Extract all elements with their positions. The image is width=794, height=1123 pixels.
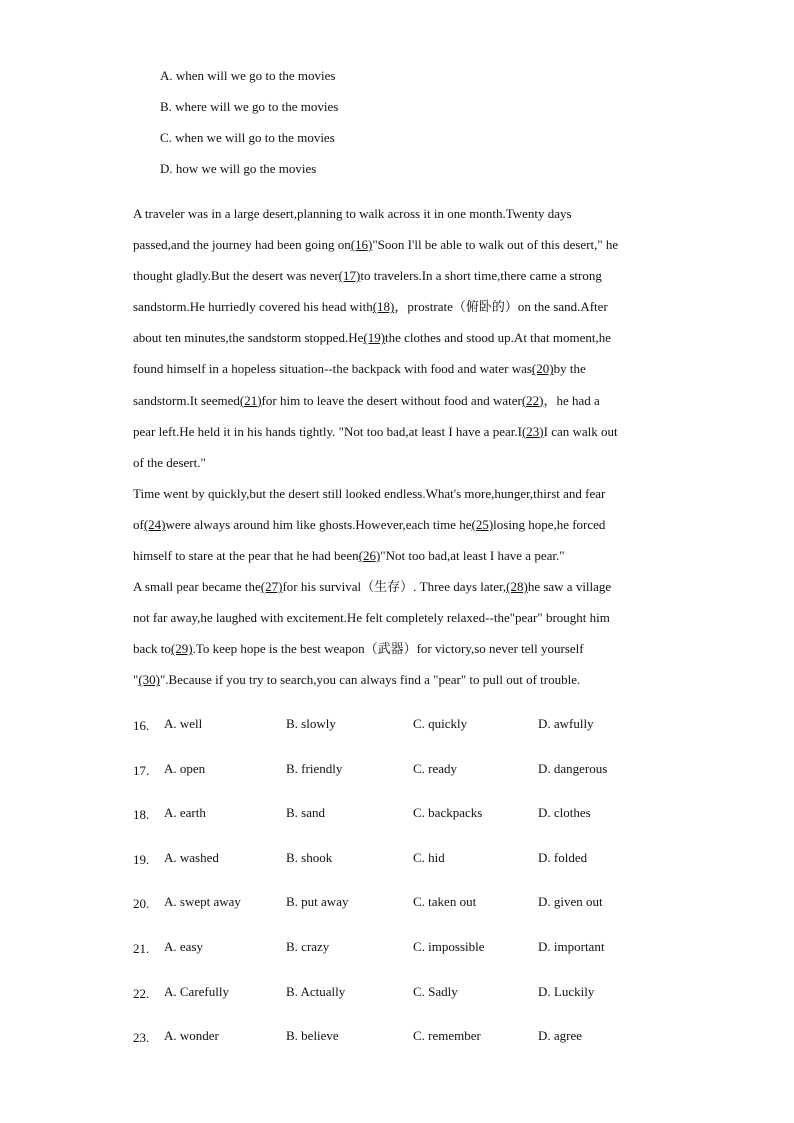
passage-text: for his survival（生存）. Three days later, — [282, 579, 507, 595]
passage-line — [133, 577, 663, 608]
blank-number: (28) — [506, 579, 528, 595]
passage-text: A small pear became the — [133, 579, 261, 595]
previous-question-options — [160, 66, 338, 190]
choice-a: A. swept away — [164, 894, 241, 910]
blank-number: (23) — [521, 423, 544, 439]
choice-a: A. well — [164, 716, 203, 731]
passage-text: I can walk out — [543, 423, 618, 439]
passage-text: " — [133, 672, 139, 688]
passage-text: for him to leave the desert without food and water — [261, 392, 522, 408]
passage-line — [133, 422, 663, 453]
blank-number: (29) — [170, 641, 193, 657]
choice-d: D. dangerous — [538, 760, 608, 776]
blank-number: (21) — [239, 392, 262, 408]
passage-text: sandstorm.He hurriedly covered his head with — [133, 299, 373, 315]
choice-b: B. slowly — [286, 716, 336, 731]
choice-a: A. wonder — [164, 1028, 219, 1044]
choice-c: C. quickly — [413, 716, 468, 731]
passage-text: "Not too bad,at least I have a pear." — [380, 548, 565, 564]
question-list — [133, 716, 663, 1073]
question-number: 20. — [133, 896, 150, 912]
choice-b: B. friendly — [286, 760, 343, 776]
choice-d: D. Luckily — [538, 983, 595, 999]
choice-b: B. put away — [286, 894, 349, 910]
blank-number: (25) — [471, 516, 494, 532]
passage-text: Time went by quickly,but the desert still looked endless.What's more,hunger,thirst and fear — [133, 485, 606, 501]
blank-number: (18) — [372, 299, 395, 315]
choice-b: B. crazy — [286, 938, 330, 954]
passage-line — [133, 453, 663, 484]
passage-text: pear left.He held it in his hands tightly. "Not too bad,at least I have a pear.I — [133, 423, 522, 439]
passage-text: sandstorm.It seemed — [133, 392, 240, 408]
question-number: 23. — [133, 1030, 150, 1046]
blank-number: (19) — [363, 330, 386, 346]
passage-text: about ten minutes,the sandstorm stopped.He — [133, 330, 364, 346]
question-row — [133, 939, 663, 984]
question-row — [133, 894, 663, 939]
choice-d: D. folded — [538, 849, 588, 865]
passage-text: ，prostrate（俯卧的）on the sand.After — [394, 299, 608, 315]
passage-line — [133, 328, 663, 359]
choice-b: B. shook — [286, 849, 333, 865]
passage-text: back to — [133, 641, 171, 657]
passage-text: to travelers.In a short time,there came a strong — [360, 268, 602, 284]
question-number: 22. — [133, 985, 150, 1001]
question-number: 17. — [133, 762, 150, 778]
choice-a: A. easy — [164, 938, 203, 954]
option-a: A. when will we go to the movies — [160, 68, 336, 83]
blank-number: (30) — [138, 672, 160, 688]
passage-text: A traveler was in a large desert,planning to walk across it in one month.Twenty days — [133, 206, 572, 221]
passage-line — [133, 515, 663, 546]
passage-line — [133, 639, 663, 670]
blank-number: (22) — [521, 392, 544, 408]
choice-d: D. clothes — [538, 805, 591, 821]
passage-line — [133, 359, 663, 390]
passage-text: he saw a village — [527, 579, 612, 595]
passage-line — [133, 484, 663, 515]
passage-text: by the — [553, 361, 586, 377]
question-number: 18. — [133, 807, 150, 823]
question-number: 16. — [133, 718, 150, 733]
question-row — [133, 805, 663, 850]
passage-text: the clothes and stood up.At that moment,he — [385, 330, 612, 346]
question-number: 21. — [133, 940, 150, 956]
choice-b: B. believe — [286, 1028, 339, 1044]
cloze-passage — [133, 204, 663, 702]
passage-line — [133, 204, 663, 235]
choice-c: C. hid — [413, 849, 445, 865]
choice-a: A. earth — [164, 805, 206, 821]
passage-line — [133, 297, 663, 328]
passage-text: thought gladly.But the desert was never — [133, 268, 339, 284]
passage-line — [133, 608, 663, 639]
choice-c: C. remember — [413, 1028, 481, 1044]
choice-d: D. awfully — [538, 716, 594, 731]
question-row — [133, 761, 663, 806]
passage-text: were always around him like ghosts.However,each time he — [165, 516, 472, 532]
question-row — [133, 1028, 663, 1073]
choice-a: A. washed — [164, 849, 219, 865]
passage-line — [133, 235, 663, 266]
blank-number: (26) — [358, 548, 381, 564]
choice-c: C. impossible — [413, 938, 485, 954]
question-number: 19. — [133, 851, 150, 867]
option-b: B. where will we go to the movies — [160, 99, 339, 114]
blank-number: (27) — [260, 579, 283, 595]
choice-d: D. important — [538, 938, 605, 954]
passage-line — [133, 266, 663, 297]
blank-number: (16) — [350, 237, 373, 253]
blank-number: (20) — [531, 361, 554, 377]
passage-text: found himself in a hopeless situation--the backpack with food and water was — [133, 361, 532, 377]
passage-text: "Soon I'll be able to walk out of this desert," he — [372, 237, 619, 253]
choice-c: C. taken out — [413, 894, 477, 910]
blank-number: (17) — [338, 268, 361, 284]
question-row — [133, 716, 663, 761]
passage-text: not far away,he laughed with excitement.He felt completely relaxed--the"pear" brought him — [133, 610, 610, 626]
passage-text: ，he had a — [543, 392, 600, 408]
passage-line — [133, 546, 663, 577]
choice-c: C. ready — [413, 760, 458, 776]
choice-c: C. backpacks — [413, 805, 483, 821]
choice-d: D. given out — [538, 894, 603, 910]
passage-text: passed,and the journey had been going on — [133, 237, 351, 253]
choice-b: B. sand — [286, 805, 325, 821]
passage-line — [133, 670, 663, 701]
passage-text: ".Because if you try to search,you can always find a "pear" to pull out of trouble. — [159, 672, 581, 688]
option-d: D. how we will go the movies — [160, 161, 317, 176]
passage-text: losing hope,he forced — [493, 516, 606, 532]
choice-b: B. Actually — [286, 983, 346, 999]
passage-line — [133, 391, 663, 422]
choice-a: A. Carefully — [164, 983, 229, 999]
blank-number: (24) — [143, 516, 166, 532]
passage-text: of the desert." — [133, 454, 206, 470]
choice-d: D. agree — [538, 1028, 583, 1044]
passage-text: of — [133, 516, 144, 532]
passage-text: himself to stare at the pear that he had been — [133, 548, 359, 564]
option-c: C. when we will go to the movies — [160, 130, 335, 145]
question-row — [133, 984, 663, 1029]
choice-a: A. open — [164, 760, 206, 776]
passage-text: .To keep hope is the best weapon（武器）for victory,so never tell yourself — [192, 641, 584, 657]
choice-c: C. Sadly — [413, 983, 458, 999]
question-row — [133, 850, 663, 895]
